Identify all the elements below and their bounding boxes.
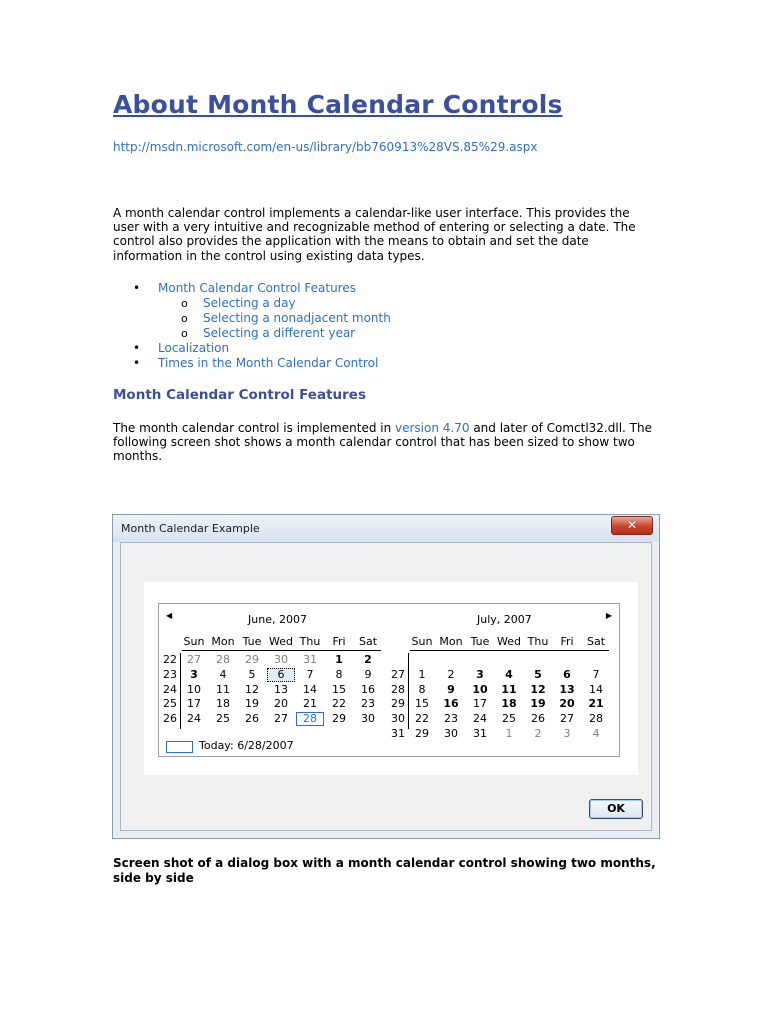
calendar-day[interactable]: 7 bbox=[592, 667, 600, 681]
calendar-day[interactable]: 30 bbox=[444, 727, 458, 740]
calendar-day[interactable]: 31 bbox=[303, 653, 317, 666]
week-number: 24 bbox=[163, 682, 177, 696]
calendar-day[interactable]: 8 bbox=[335, 667, 343, 681]
toc-link-times[interactable]: Times in the Month Calendar Control bbox=[158, 356, 379, 370]
features-text-after: and later of Comctl32.dll. The following screen shot shows a month calendar control that has been sized to show two months. bbox=[113, 421, 652, 464]
sub-bullet-icon: o bbox=[181, 297, 188, 310]
week-number: 27 bbox=[391, 667, 405, 681]
weekday-header: Sun bbox=[183, 635, 205, 648]
calendar-day[interactable]: 1 bbox=[335, 653, 343, 666]
calendar-day[interactable]: 15 bbox=[415, 697, 429, 711]
prev-month-icon[interactable]: ◀ bbox=[166, 611, 173, 620]
weekday-header: Fri bbox=[560, 635, 574, 648]
calendar-day[interactable]: 20 bbox=[559, 697, 575, 711]
weekday-separator bbox=[182, 650, 381, 651]
toc-link-select-day[interactable]: Selecting a day bbox=[203, 296, 296, 310]
calendar-day[interactable]: 25 bbox=[502, 712, 516, 726]
dialog-titlebar bbox=[113, 515, 659, 542]
month-calendar-control[interactable] bbox=[158, 603, 620, 757]
calendar-day[interactable]: 30 bbox=[361, 712, 375, 726]
calendar-day[interactable]: 2 bbox=[447, 667, 455, 681]
month1-title[interactable]: June, 2007 bbox=[248, 613, 307, 626]
calendar-day[interactable]: 26 bbox=[531, 712, 545, 726]
calendar-day[interactable]: 16 bbox=[443, 697, 459, 711]
calendar-day[interactable]: 19 bbox=[245, 697, 259, 711]
calendar-day[interactable]: 9 bbox=[447, 682, 455, 696]
dialog-title: Month Calendar Example bbox=[121, 522, 260, 535]
week-number: 31 bbox=[391, 727, 405, 740]
calendar-day[interactable]: 10 bbox=[187, 682, 201, 696]
weekday-separator bbox=[410, 650, 609, 651]
weekday-header: Tue bbox=[242, 635, 262, 648]
today-marker-icon bbox=[166, 741, 193, 753]
intro-paragraph: A month calendar control implements a calendar-like user interface. This provides the user with a very intuitive and recognizable method of entering or selecting a date. The control also provides the application with the means to obtain and set the date information in the control using existing data types. bbox=[113, 206, 636, 263]
month2-title[interactable]: July, 2007 bbox=[477, 613, 532, 626]
calendar-day[interactable]: 4 bbox=[219, 667, 227, 681]
next-month-icon[interactable]: ▶ bbox=[605, 611, 612, 620]
bullet-icon: • bbox=[133, 341, 141, 355]
weekday-header: Wed bbox=[497, 635, 521, 648]
today-link[interactable]: Today: 6/28/2007 bbox=[199, 739, 294, 752]
calendar-day[interactable]: 29 bbox=[415, 727, 429, 740]
calendar-day[interactable]: 29 bbox=[245, 653, 259, 666]
calendar-panel bbox=[144, 582, 638, 775]
week-number: 23 bbox=[163, 667, 177, 681]
calendar-day[interactable]: 11 bbox=[501, 682, 517, 696]
calendar-day[interactable]: 28 bbox=[216, 653, 230, 666]
dialog-client-area bbox=[120, 542, 652, 831]
calendar-day[interactable]: 25 bbox=[216, 712, 230, 726]
calendar-day[interactable]: 6 bbox=[267, 668, 295, 682]
calendar-day[interactable]: 3 bbox=[476, 667, 484, 681]
calendar-day[interactable]: 11 bbox=[216, 682, 230, 696]
calendar-day[interactable]: 26 bbox=[245, 712, 259, 726]
calendar-day[interactable]: 1 bbox=[505, 727, 513, 740]
calendar-day[interactable]: 24 bbox=[187, 712, 201, 726]
version-link[interactable]: version 4.70 bbox=[395, 421, 470, 435]
calendar-day[interactable]: 4 bbox=[505, 667, 513, 681]
calendar-day[interactable]: 17 bbox=[187, 697, 201, 711]
calendar-day[interactable]: 31 bbox=[473, 727, 487, 740]
calendar-day[interactable]: 3 bbox=[190, 667, 198, 681]
calendar-day[interactable]: 23 bbox=[361, 697, 375, 711]
calendar-day[interactable]: 27 bbox=[560, 712, 574, 726]
calendar-day[interactable]: 10 bbox=[472, 682, 488, 696]
calendar-day[interactable]: 4 bbox=[592, 727, 600, 740]
ok-button[interactable]: OK bbox=[589, 799, 643, 819]
calendar-day[interactable]: 22 bbox=[332, 697, 346, 711]
calendar-day[interactable]: 28 bbox=[589, 712, 603, 726]
calendar-day[interactable]: 18 bbox=[501, 697, 517, 711]
calendar-day[interactable]: 27 bbox=[187, 653, 201, 666]
week-number: 25 bbox=[163, 697, 177, 711]
weekday-header: Wed bbox=[269, 635, 293, 648]
calendar-day[interactable]: 15 bbox=[332, 682, 346, 696]
features-paragraph bbox=[113, 421, 658, 464]
calendar-day[interactable]: 2 bbox=[364, 653, 372, 666]
section-heading: Month Calendar Control Features bbox=[113, 387, 366, 403]
calendar-day[interactable]: 3 bbox=[563, 727, 571, 740]
calendar-day[interactable]: 14 bbox=[589, 682, 603, 696]
calendar-day[interactable]: 30 bbox=[274, 653, 288, 666]
weekday-header: Sat bbox=[586, 635, 606, 648]
calendar-day[interactable]: 19 bbox=[530, 697, 546, 711]
figure-caption: Screen shot of a dialog box with a month calendar control showing two months, side by side bbox=[113, 856, 656, 885]
toc-link-select-year[interactable]: Selecting a different year bbox=[203, 326, 356, 340]
weekday-header: Fri bbox=[332, 635, 346, 648]
page-title: About Month Calendar Controls bbox=[113, 90, 563, 119]
source-url-link[interactable]: http://msdn.microsoft.com/en-us/library/bb760913%28VS.85%29.aspx bbox=[113, 140, 538, 154]
calendar-day[interactable]: 27 bbox=[274, 712, 288, 726]
calendar-day[interactable]: 21 bbox=[303, 697, 317, 711]
week-number: 29 bbox=[391, 697, 405, 711]
weekday-header: Mon bbox=[439, 635, 463, 648]
toc-link-localization[interactable]: Localization bbox=[158, 341, 230, 355]
bullet-icon: • bbox=[133, 281, 141, 295]
week-number: 26 bbox=[163, 712, 177, 726]
sub-bullet-icon: o bbox=[181, 327, 188, 340]
weekday-header: Thu bbox=[527, 635, 549, 648]
calendar-day[interactable]: 12 bbox=[530, 682, 546, 696]
calendar-day[interactable]: 1 bbox=[418, 667, 426, 681]
calendar-day[interactable]: 18 bbox=[216, 697, 230, 711]
calendar-day[interactable]: 24 bbox=[473, 712, 487, 726]
calendar-day[interactable]: 8 bbox=[418, 682, 426, 696]
calendar-day[interactable]: 5 bbox=[248, 667, 256, 681]
calendar-day[interactable]: 16 bbox=[361, 682, 375, 696]
calendar-day[interactable]: 29 bbox=[332, 712, 346, 726]
calendar-day[interactable]: 17 bbox=[473, 697, 487, 711]
week-number: 22 bbox=[163, 653, 177, 666]
calendar-day[interactable]: 9 bbox=[364, 667, 372, 681]
calendar-day[interactable]: 23 bbox=[444, 712, 458, 726]
calendar-day[interactable]: 20 bbox=[274, 697, 288, 711]
week-number: 28 bbox=[391, 682, 405, 696]
close-icon: ✕ bbox=[626, 518, 638, 532]
calendar-day[interactable]: 7 bbox=[306, 667, 314, 681]
calendar-day[interactable]: 21 bbox=[588, 697, 604, 711]
calendar-day[interactable]: 28 bbox=[296, 712, 324, 726]
calendar-day[interactable]: 6 bbox=[563, 667, 571, 681]
weekday-header: Thu bbox=[299, 635, 321, 648]
toc-link-select-nonadjacent[interactable]: Selecting a nonadjacent month bbox=[203, 311, 391, 325]
weekday-header: Mon bbox=[211, 635, 235, 648]
weekday-header: Tue bbox=[470, 635, 490, 648]
features-text-before: The month calendar control is implemented in bbox=[113, 421, 396, 435]
calendar-day[interactable]: 5 bbox=[534, 667, 542, 681]
calendar-day[interactable]: 13 bbox=[274, 682, 288, 696]
weekday-header: Sun bbox=[411, 635, 433, 648]
calendar-day[interactable]: 22 bbox=[415, 712, 429, 726]
sub-bullet-icon: o bbox=[181, 312, 188, 325]
calendar-day[interactable]: 14 bbox=[303, 682, 317, 696]
bullet-icon: • bbox=[133, 356, 141, 370]
week-number: 30 bbox=[391, 712, 405, 726]
calendar-day[interactable]: 13 bbox=[559, 682, 575, 696]
close-button[interactable] bbox=[611, 516, 653, 535]
weekday-header: Sat bbox=[358, 635, 378, 648]
calendar-day[interactable]: 2 bbox=[534, 727, 542, 740]
toc-link-features[interactable]: Month Calendar Control Features bbox=[158, 281, 356, 295]
calendar-day[interactable]: 12 bbox=[245, 682, 259, 696]
month-calendar-dialog bbox=[112, 514, 660, 839]
